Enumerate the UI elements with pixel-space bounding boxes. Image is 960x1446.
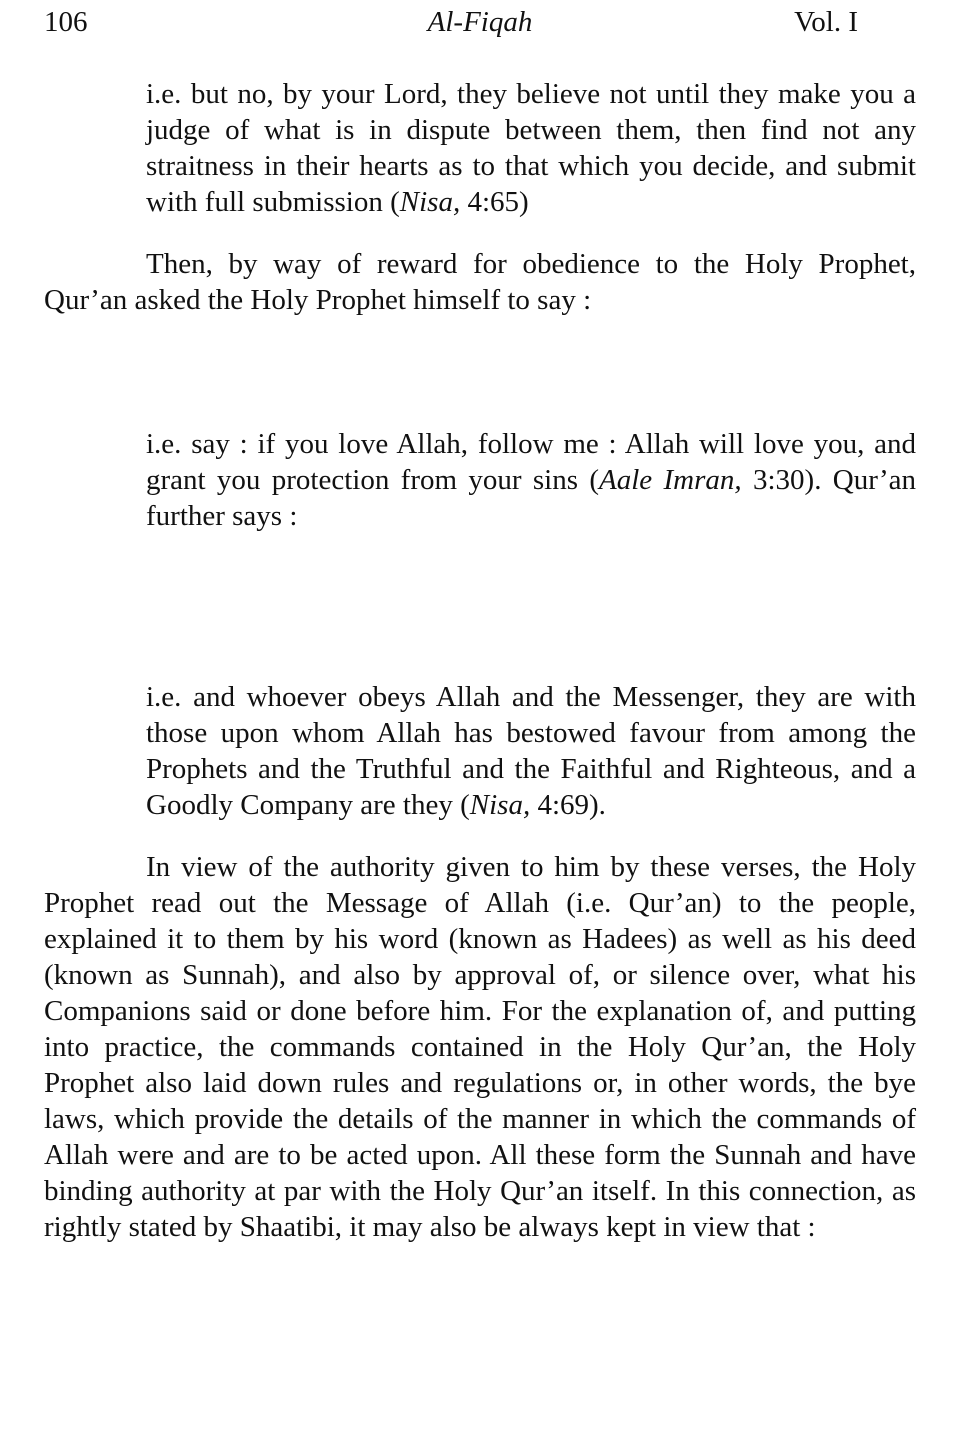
running-header: [44, 2, 916, 42]
paragraph-text: In view of the authority given to him by these verses, the Holy Prophet read out the Message of Allah (i.e. Qur’an) to the people, explained it to them by his word (known as Hadees) as well as his deed (known as Sunnah), and also by approval of, or silence over, what his Companions said or done before him. For the explanation of, and putting into practice, the commands contained in the Holy Qur’an, the Holy Prophet also laid down rules and regulations or, in other words, the bye laws, which provide the details of the manner in which the commands of Allah were and are to be acted upon. All these form the Sunnah and have binding authority at par with the Holy Qur’an itself. In this connection, as rightly stated by Shaatibi, it may also be always kept in view that :: [44, 851, 916, 1243]
body-paragraph-authority: [44, 849, 916, 1245]
paragraph-text: Then, by way of reward for obedience to the Holy Prophet, Qur’an asked the Holy Prophet himself to say :: [44, 248, 916, 316]
quote-text: i.e. say : if you love Allah, follow me : Allah will love you, and grant you protection from your sins (: [146, 428, 916, 496]
citation-surah: Aale Imran,: [599, 464, 742, 496]
quote-translation-nisa-4-69: [146, 679, 916, 823]
quote-translation-aale-imran-3-30: [146, 426, 916, 534]
citation-verse: 4:65): [460, 186, 529, 218]
citation-verse: 3:30).: [741, 464, 822, 496]
quote-text: i.e. but no, by your Lord, they believe not until they make you a judge of what is in dispute between them, then find not any straitness in their hearts as to that which you decide, and submit with full submission (: [146, 78, 916, 218]
page-number: 106: [44, 6, 88, 38]
volume-label: Vol. I: [794, 6, 858, 38]
citation-surah: Nisa,: [399, 186, 461, 218]
quote-tail-text: Qur’an further says :: [146, 464, 916, 532]
citation-verse: 4:69).: [530, 789, 606, 821]
quote-translation-nisa-4-65: [146, 76, 916, 220]
body-paragraph-reward: [44, 246, 916, 318]
quote-text: i.e. and whoever obeys Allah and the Messenger, they are with those upon whom Allah has bestowed favour from among the Prophets and the Truthful and the Faithful and Righteous, and a Goodly Company are they (: [146, 681, 916, 821]
citation-surah: Nisa,: [469, 789, 531, 821]
book-title: Al-Fiqah: [427, 6, 533, 38]
